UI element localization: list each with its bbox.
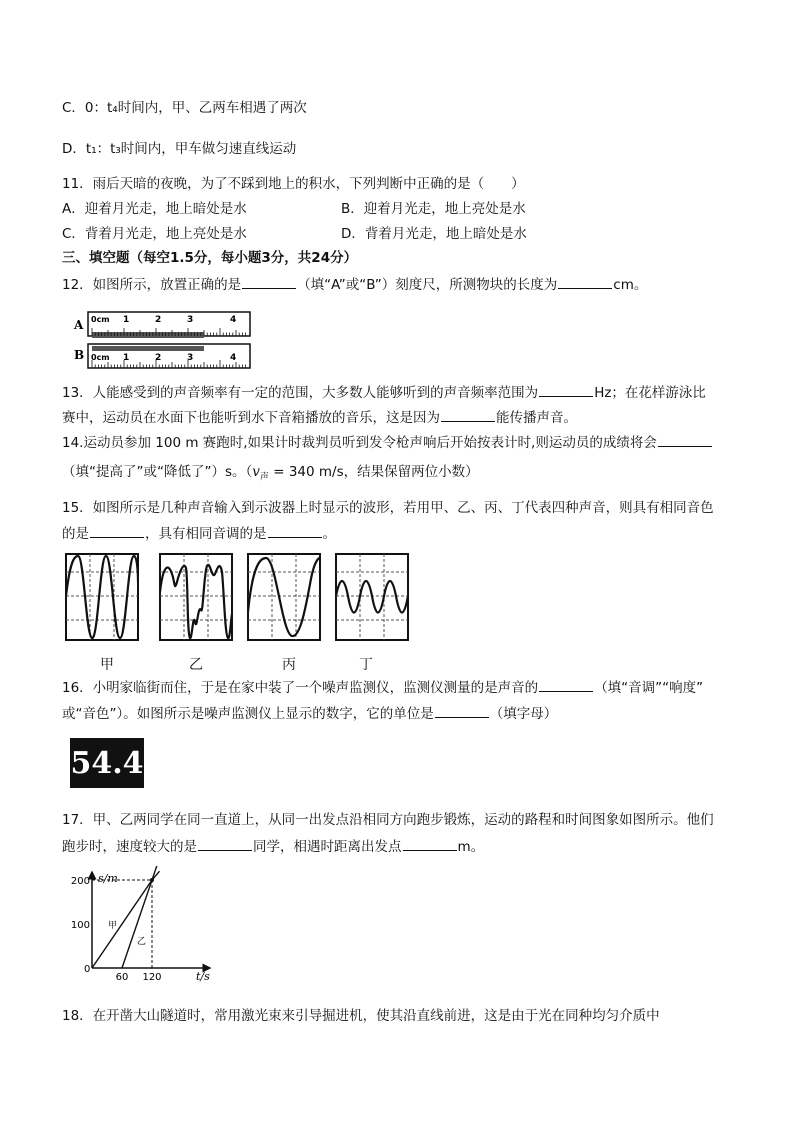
q14-line-2 xyxy=(62,462,479,488)
q11-option-b: B．迎着月光走，地上亮处是水 xyxy=(341,201,526,217)
x-tick-label: 60 xyxy=(115,972,129,983)
q10-option-c: C．0：t₄时间内，甲、乙两车相遇了两次 xyxy=(62,100,307,116)
q17-line-2b: 同学，相遇时距离出发点 xyxy=(253,839,402,855)
q15-line-2b: ，具有相同音调的是 xyxy=(145,526,267,542)
q11-stem: 11．雨后天暗的夜晚，为了不踩到地上的积水，下列判断中正确的是（ ） xyxy=(62,176,525,192)
q11-option-a: A．迎着月光走，地上暗处是水 xyxy=(62,201,247,217)
ruler-b-tick-1: 1 xyxy=(123,353,130,363)
series-line-2 xyxy=(122,866,160,968)
ruler-a-unit: 0cm xyxy=(91,315,110,324)
q13-line-1 xyxy=(62,382,706,403)
wave-ding xyxy=(336,554,408,640)
y-tick-label: 200 xyxy=(70,876,90,887)
q17-line-2c: m。 xyxy=(457,839,485,855)
wave-label-bing: 丙 xyxy=(282,657,296,673)
wave-yi xyxy=(160,554,232,640)
series-label-2: 乙 xyxy=(137,937,147,947)
series-label-1: 甲 xyxy=(108,921,118,931)
ruler-b-label: B xyxy=(74,348,85,362)
q17-line-1: 17．甲、乙两同学在同一直道上，从同一出发点沿相同方向跑步锻炼，运动的路程和时间图象如图所示。他们 xyxy=(62,812,714,828)
wave-label-jia: 甲 xyxy=(100,657,114,673)
x-tick-label: 120 xyxy=(142,972,162,983)
q12-blank-2[interactable] xyxy=(558,274,612,289)
q14-v-subscript: 声 xyxy=(259,472,269,483)
q13-blank-1[interactable] xyxy=(539,382,593,397)
wave-label-yi: 乙 xyxy=(189,657,203,673)
q12-blank-1[interactable] xyxy=(242,274,296,289)
y-tick-label: 100 xyxy=(70,920,90,931)
meeting-point xyxy=(150,878,154,882)
q14-line-1-text: 14.运动员参加 100 m 赛跑时,如果计时裁判员听到发令枪声响后开始按表计时,则运动员的成绩将会 xyxy=(62,435,657,451)
q14-blank-1[interactable] xyxy=(658,432,712,447)
wave-label-ding: 丁 xyxy=(359,657,373,673)
oscilloscope-figures xyxy=(64,552,410,644)
ruler-figure xyxy=(72,308,254,370)
q15-line-1: 15．如图所示是几种声音输入到示波器上时显示的波形，若用甲、乙、丙、丁代表四种声音，则具有相同音色 xyxy=(62,500,714,516)
q12-part2: （填“A”或“B”）刻度尺，所测物块的长度为 xyxy=(297,277,558,293)
q11-option-c: C．背着月光走，地上亮处是水 xyxy=(62,226,247,242)
q12-part3: cm。 xyxy=(613,277,648,293)
ruler-a-block xyxy=(92,332,204,338)
q17-line-2 xyxy=(62,836,484,857)
q15-blank-1[interactable] xyxy=(90,523,144,538)
ruler-b-tick-3: 3 xyxy=(187,353,194,363)
q17-blank-2[interactable] xyxy=(403,836,457,851)
ruler-a-label: A xyxy=(74,318,84,332)
x-axis-label: t/s xyxy=(196,970,210,983)
q11-option-d: D．背着月光走，地上暗处是水 xyxy=(341,226,527,242)
q16-line-1 xyxy=(62,677,703,698)
q12-part1: 12．如图所示，放置正确的是 xyxy=(62,277,242,293)
q16-line-1a: 16．小明家临街而住，于是在家中装了一个噪声监测仪，监测仪测量的是声音的 xyxy=(62,680,539,696)
ruler-a-tick-3: 3 xyxy=(187,315,194,325)
q15-blank-2[interactable] xyxy=(268,523,322,538)
q16-line-2a: 或“音色”）。如图所示是噪声监测仪上显示的数字，它的单位是 xyxy=(62,706,434,722)
ruler-a-tick-2: 2 xyxy=(155,315,162,325)
q12-text xyxy=(62,274,647,295)
q15-line-2c: 。 xyxy=(322,526,336,542)
origin-label: 0 xyxy=(84,964,91,975)
ruler-b-tick-4: 4 xyxy=(230,353,237,363)
q16-line-1b: （填“音调”“响度” xyxy=(594,680,704,696)
ruler-b-tick-2: 2 xyxy=(155,353,162,363)
ruler-a-tick-1: 1 xyxy=(123,315,130,325)
q13-line-2a: 赛中，运动员在水面下也能听到水下音箱播放的音乐，这是因为 xyxy=(62,410,440,426)
q16-blank-1[interactable] xyxy=(539,677,593,692)
q15-line-2 xyxy=(62,523,336,544)
y-axis-label: s/m xyxy=(98,872,118,885)
q13-line-2 xyxy=(62,407,577,428)
section-3-title: 三、填空题（每空1.5分，每小题3分，共24分） xyxy=(62,250,358,266)
q15-line-2a: 的是 xyxy=(62,526,89,542)
q16-blank-2[interactable] xyxy=(435,703,489,718)
q14-line-1 xyxy=(62,432,713,453)
s-t-chart xyxy=(68,866,218,984)
wave-jia xyxy=(66,554,138,640)
q16-line-2 xyxy=(62,703,557,724)
q13-line-2b: 能传播声音。 xyxy=(496,410,577,426)
q14-line-2a: （填“提高了”或“降低了”）s。（ xyxy=(62,464,253,480)
q10-option-d: D．t₁：t₃时间内，甲车做匀速直线运动 xyxy=(62,141,297,157)
q13-blank-2[interactable] xyxy=(441,407,495,422)
q17-line-2a: 跑步时，速度较大的是 xyxy=(62,839,197,855)
q18-line-1: 18．在开凿大山隧道时，常用激光束来引导掘进机，使其沿直线前进，这是由于光在同种均匀介质中 xyxy=(62,1008,660,1024)
wave-bing xyxy=(248,554,320,640)
q14-line-2b: = 340 m/s，结果保留两位小数） xyxy=(268,464,479,480)
ruler-a-tick-4: 4 xyxy=(230,315,237,325)
q16-line-2b: （填字母） xyxy=(489,706,558,722)
q13-line-1b: Hz；在花样游泳比 xyxy=(594,385,706,401)
ruler-b-unit: 0cm xyxy=(91,353,110,362)
ruler-b-block xyxy=(92,346,204,351)
q14-v-symbol: v xyxy=(252,464,260,480)
q13-line-1a: 13．人能感受到的声音频率有一定的范围，大多数人能够听到的声音频率范围为 xyxy=(62,385,539,401)
q17-blank-1[interactable] xyxy=(198,836,252,851)
noise-monitor-display: 54.4 xyxy=(70,738,144,788)
